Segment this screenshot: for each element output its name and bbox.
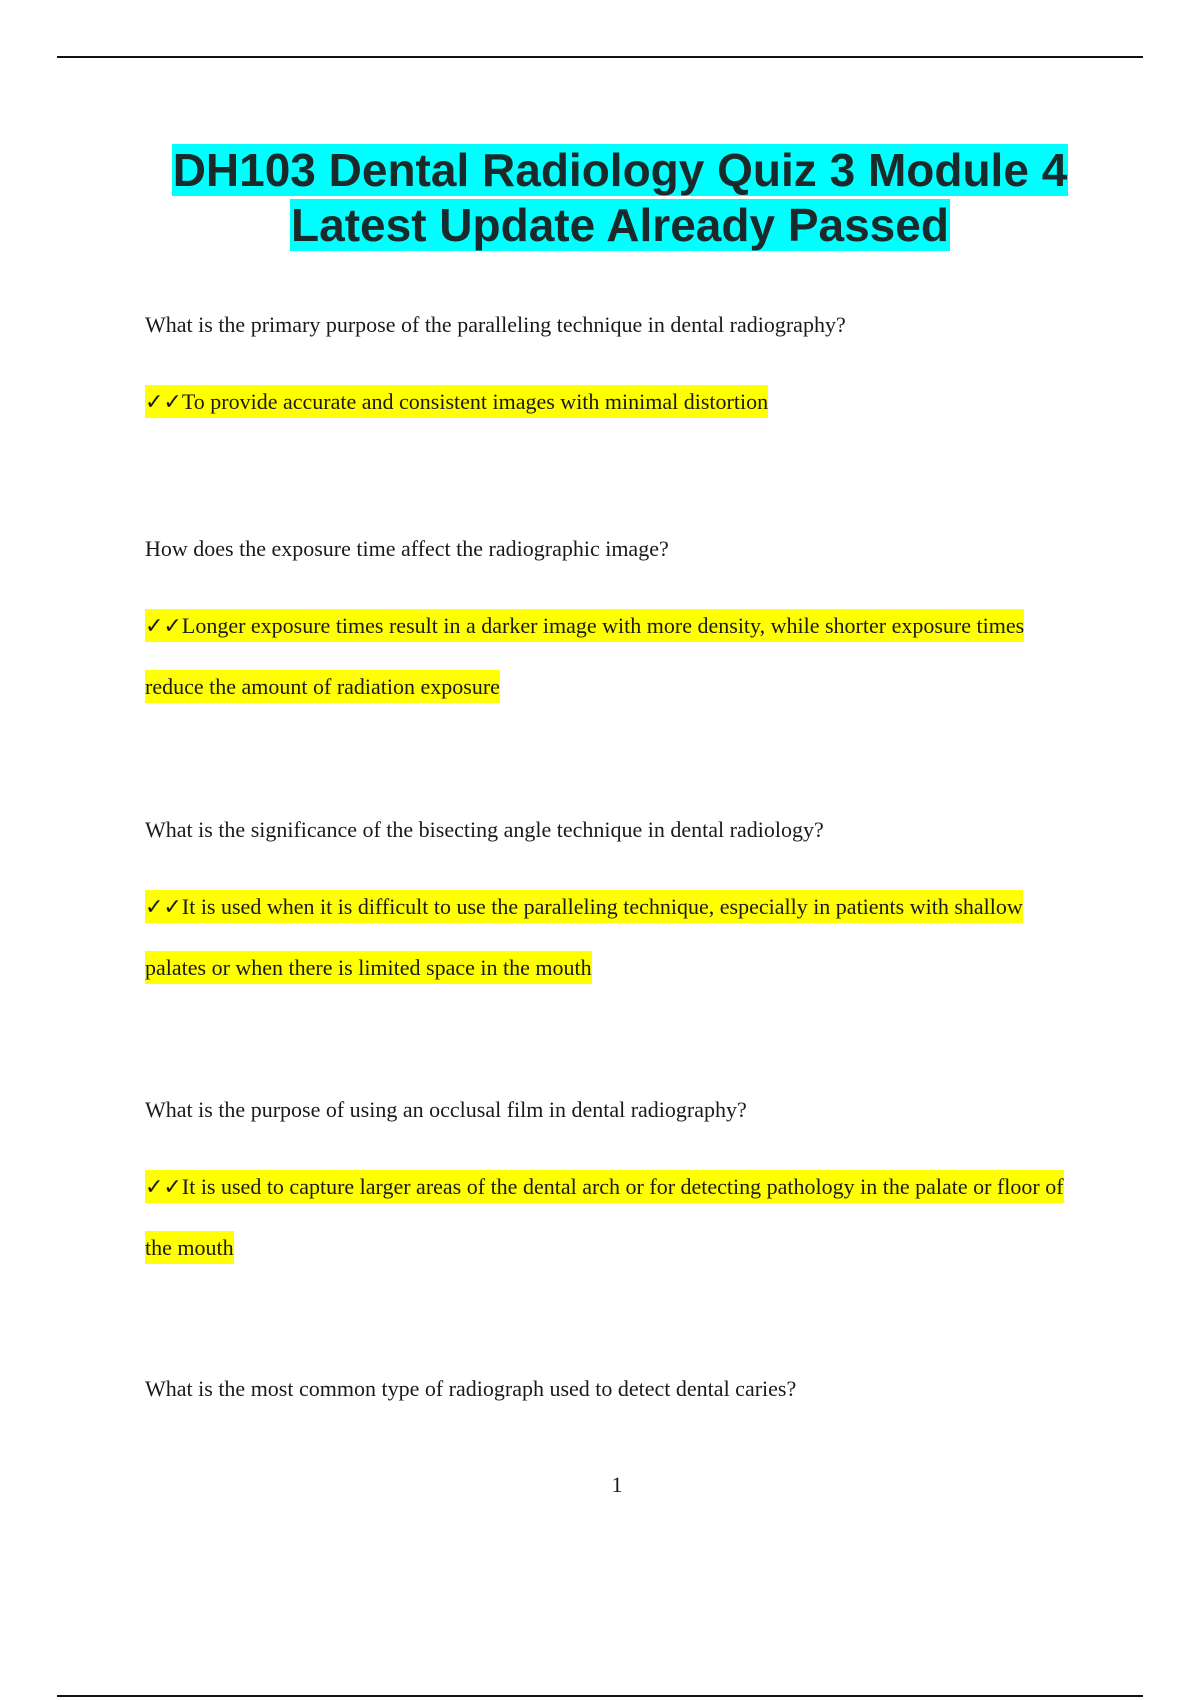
qa-item-4 (145, 1097, 1085, 1278)
document-title (60, 143, 1180, 253)
question-text: What is the most common type of radiograph used to detect dental caries? (145, 1376, 797, 1401)
answer-text: ✓✓Longer exposure times result in a darker image with more density, while shorter exposure times reduce the amount of radiation exposure (145, 596, 1085, 717)
qa-item-3 (145, 817, 1085, 998)
question-text: How does the exposure time affect the radiographic image? (145, 536, 669, 561)
question-text: What is the primary purpose of the paralleling technique in dental radiography? (145, 312, 846, 337)
qa-item-2 (145, 536, 1085, 717)
top-rule (57, 56, 1143, 58)
page-number: 1 (611, 1472, 623, 1497)
question-text: What is the significance of the bisecting angle technique in dental radiology? (145, 817, 824, 842)
title-line-1: DH103 Dental Radiology Quiz 3 Module 4 (172, 144, 1068, 196)
double-check-icon: ✓✓ (145, 390, 182, 415)
title-line-2: Latest Update Already Passed (291, 199, 949, 251)
answer-text: ✓✓It is used when it is difficult to use the paralleling technique, especially in patients with shallow palates or when there is limited space in the mouth (145, 877, 1085, 998)
double-check-icon: ✓✓ (145, 614, 182, 639)
double-check-icon: ✓✓ (145, 1175, 182, 1200)
answer-text: ✓✓To provide accurate and consistent images with minimal distortion (145, 372, 1085, 433)
question-text: What is the purpose of using an occlusal film in dental radiography? (145, 1097, 747, 1122)
qa-item-5 (145, 1376, 1085, 1402)
bottom-rule (57, 1695, 1143, 1697)
answer-text: ✓✓It is used to capture larger areas of the dental arch or for detecting pathology in the palate or floor of the mouth (145, 1157, 1085, 1278)
double-check-icon: ✓✓ (145, 895, 182, 920)
qa-item-1 (145, 312, 1085, 433)
